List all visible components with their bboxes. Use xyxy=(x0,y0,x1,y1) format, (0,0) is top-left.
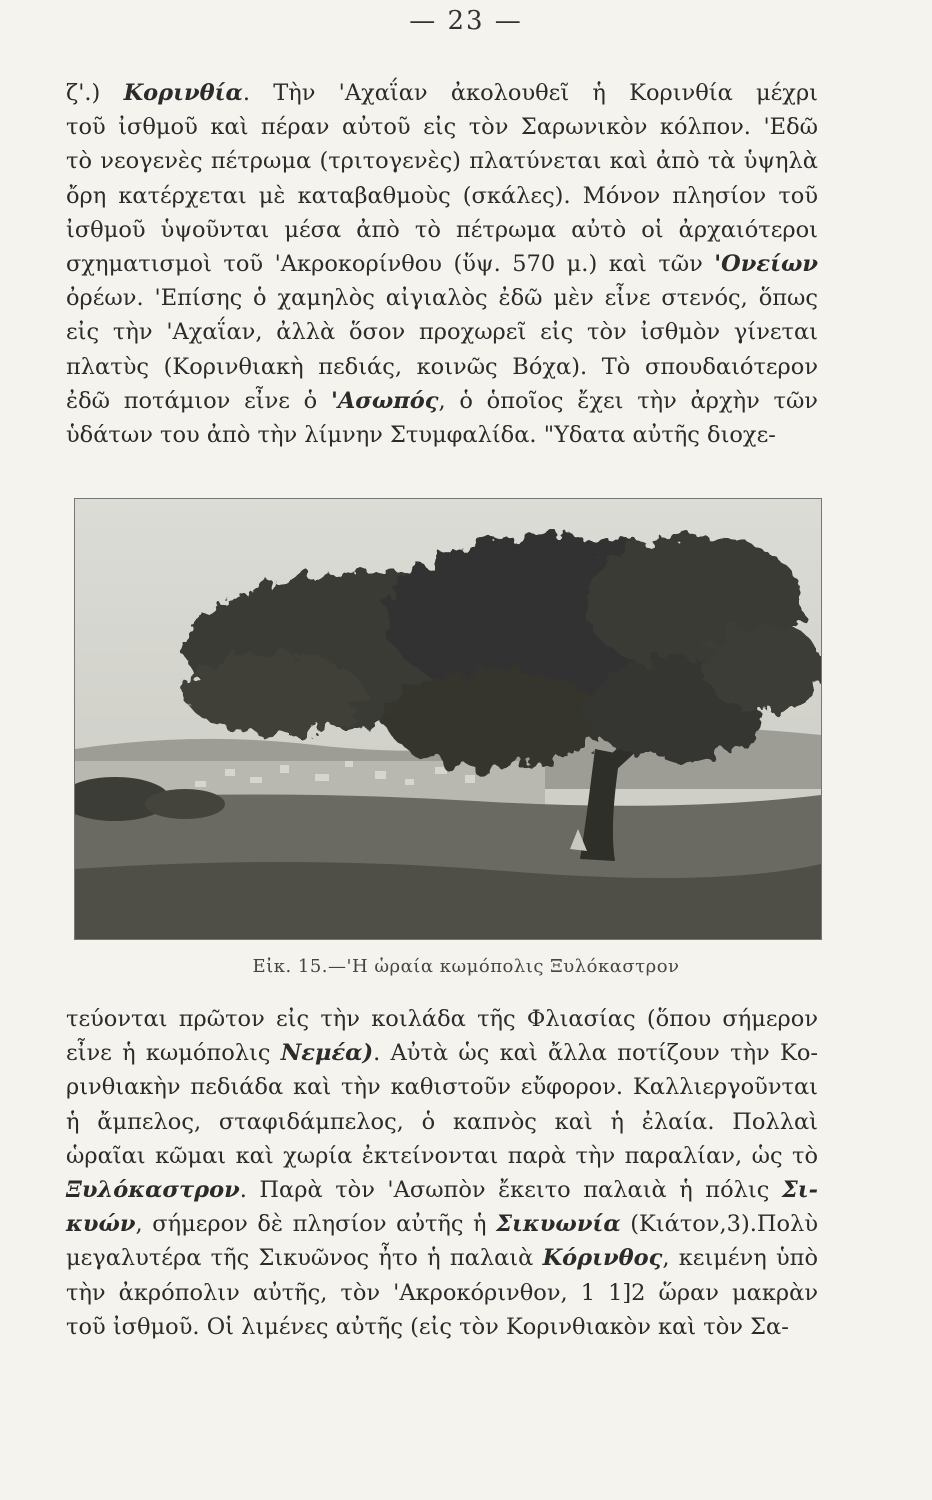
text-line xyxy=(66,179,818,213)
text-run: ὄρη κατέρχεται μὲ καταβαθμοὺς (σκάλες). Μόνον πλησίον τοῦ xyxy=(66,182,818,209)
text-run: , σήμερον δὲ πλησίον αὐτῆς ἡ xyxy=(135,1211,497,1238)
emphasized-term: Νεμέα) xyxy=(280,1040,374,1067)
text-line xyxy=(66,281,818,315)
text-line xyxy=(66,1139,818,1173)
text-line xyxy=(66,110,818,144)
caption-text: Εἰκ. 15.—'Η ὡραία κωμόπολις Ξυλόκαστρον xyxy=(252,956,680,977)
text-run: ὡραῖαι κῶμαι καὶ χωρία ἐκτείνονται παρὰ τὴν παραλίαν, ὡς τὸ xyxy=(66,1142,818,1169)
emphasized-term: κυών xyxy=(66,1211,136,1238)
text-line xyxy=(66,1002,818,1036)
text-run: ζ'.) xyxy=(66,80,124,106)
text-run: ἐδῶ ποτάμιον εἶνε ὁ xyxy=(66,387,331,414)
text-line xyxy=(66,1276,818,1310)
text-line xyxy=(66,144,818,178)
emphasized-term: Σι- xyxy=(781,1176,818,1203)
text-run: . Τὴν 'Αχαΐαν ἀκολουθεῖ ἡ Κορινθία μέχρι xyxy=(242,80,818,106)
text-run: ρινθιακὴν πεδιάδα καὶ τὴν καθιστοῦν εὔφορον. Καλλιεργοῦνται xyxy=(66,1074,818,1101)
text-line xyxy=(66,213,818,247)
emphasized-term: Κόρινθος xyxy=(542,1245,663,1272)
text-line xyxy=(66,76,818,110)
text-line xyxy=(66,1173,818,1207)
page-number: — 23 — xyxy=(409,6,523,36)
text-line xyxy=(66,1241,818,1275)
text-line xyxy=(66,1070,818,1104)
text-run: ὑδάτων του ἀπὸ τὴν λίμνην Στυμφαλίδα. "Υδατα αὐτῆς διοχε- xyxy=(66,421,776,448)
text-line xyxy=(66,1207,818,1241)
text-run: (Κιάτον,3).Πολὺ xyxy=(620,1211,818,1238)
text-line xyxy=(66,315,818,349)
text-run: εἰς τὴν 'Αχαΐαν, ἀλλὰ ὅσον προχωρεῖ εἰς τὸν ἰσθμὸν γίνεται xyxy=(66,319,818,346)
emphasized-term: 'Ασωπός xyxy=(330,387,439,414)
text-run: τὸ νεογενὲς πέτρωμα (τριτογενὲς) πλατύνεται καὶ ἀπὸ τὰ ὑψηλὰ xyxy=(66,148,818,175)
photo-xylokastro xyxy=(74,498,822,940)
text-run: . Αὐτὰ ὡς καὶ ἄλλα ποτίζουν τὴν Κο- xyxy=(373,1040,818,1067)
emphasized-term: 'Ονείων xyxy=(714,250,818,277)
text-line xyxy=(66,247,818,281)
text-line xyxy=(66,1310,818,1344)
paragraph-korinthia xyxy=(66,76,818,452)
paragraph-continuation xyxy=(66,1002,818,1344)
text-run: , ὁ ὁποῖος ἔχει τὴν ἀρχὴν τῶν xyxy=(438,387,818,414)
text-run: ἰσθμοῦ ὑψοῦνται μέσα ἀπὸ τὸ πέτρωμα αὐτὸ οἱ ἀρχαιότεροι xyxy=(66,216,818,243)
text-line xyxy=(66,384,818,418)
emphasized-term: Σικυωνία xyxy=(496,1211,621,1238)
text-line xyxy=(66,1105,818,1139)
text-run: . Παρὰ τὸν 'Ασωπὸν ἔκειτο παλαιὰ ἡ πόλις xyxy=(239,1176,782,1203)
emphasized-term: Ξυλόκαστρον xyxy=(66,1176,240,1203)
text-run: τὴν ἀκρόπολιν αὐτῆς, τὸν 'Ακροκόρινθον, 1 1]2 ὥραν μακρὰν xyxy=(66,1279,818,1306)
text-run: τεύονται πρῶτον εἰς τὴν κοιλάδα τῆς Φλιασίας (ὅπου σήμερον xyxy=(66,1006,818,1032)
text-line xyxy=(66,1036,818,1070)
text-run: τοῦ ἰσθμοῦ. Οἱ λιμένες αὐτῆς (εἰς τὸν Κορινθιακὸν καὶ τὸν Σα- xyxy=(66,1313,789,1340)
text-run: ὀρέων. 'Επίσης ὁ χαμηλὸς αἰγιαλὸς ἐδῶ μὲν εἶνε στενός, ὅπως xyxy=(66,285,818,312)
text-line xyxy=(66,350,818,384)
text-run: ἡ ἄμπελος, σταφιδάμπελος, ὁ καπνὸς καὶ ἡ ἐλαία. Πολλαὶ xyxy=(66,1108,818,1135)
text-line xyxy=(66,418,818,452)
text-run: μεγαλυτέρα τῆς Σικυῶνος ἦτο ἡ παλαιὰ xyxy=(66,1245,543,1272)
figure-caption xyxy=(0,956,932,977)
text-run: εἶνε ἡ κωμόπολις xyxy=(66,1040,281,1067)
text-run: τοῦ ἰσθμοῦ καὶ πέραν αὐτοῦ εἰς τὸν Σαρωνικὸν κόλπον. 'Εδῶ xyxy=(66,114,818,141)
tree-town-photo-image xyxy=(75,499,821,939)
text-run: πλατὺς (Κορινθιακὴ πεδιάς, κοινῶς Βόχα). Τὸ σπουδαιότερον xyxy=(66,353,818,380)
emphasized-term: Κορινθία xyxy=(123,80,243,106)
text-run: , κειμένη ὑπὸ xyxy=(662,1245,818,1272)
text-run: σχηματισμοὶ τοῦ 'Ακροκορίνθου (ὕψ. 570 μ.) καὶ τῶν xyxy=(66,250,715,277)
